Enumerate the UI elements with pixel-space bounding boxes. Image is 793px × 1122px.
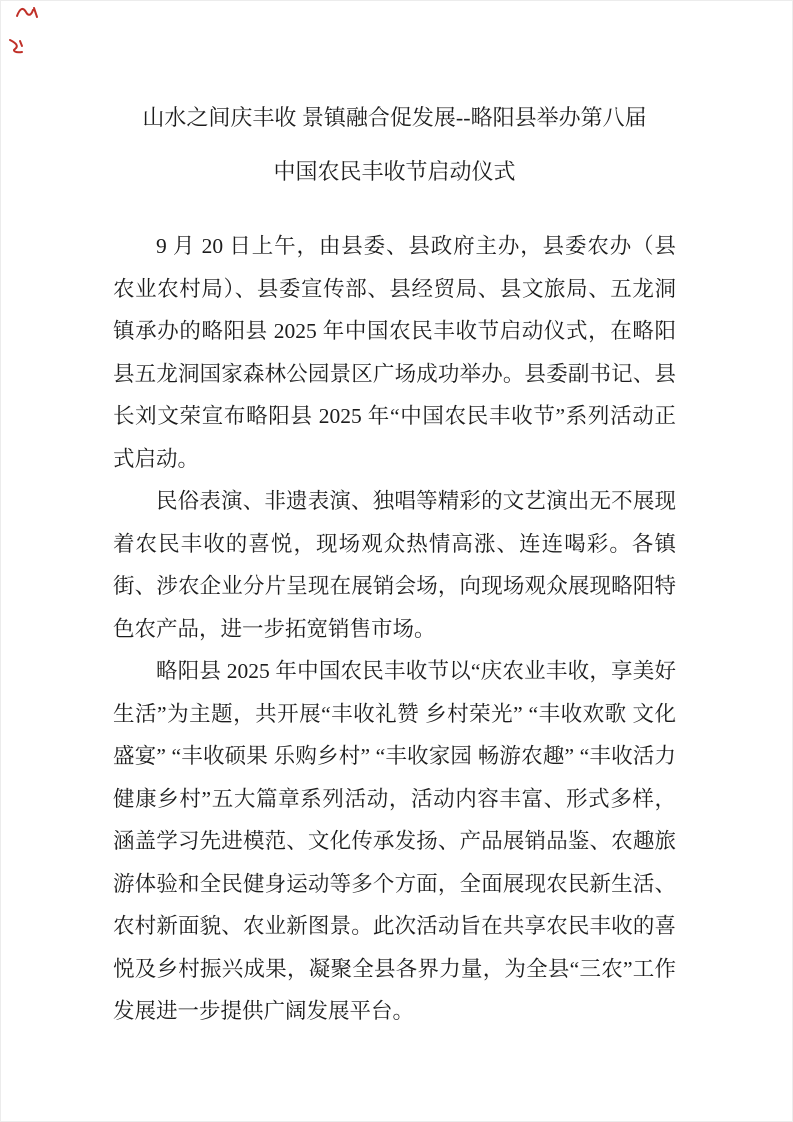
- red-annotation-stroke: [17, 8, 37, 17]
- red-annotation-mark: [6, 37, 27, 56]
- document-title-line-2: 中国农民丰收节启动仪式: [273, 159, 516, 184]
- paragraph-3: 略阳县 2025 年中国农民丰收节以“庆农业丰收，享美好生活”为主题，共开展“丰收礼赞 乡村荣光” “丰收欢歌 文化盛宴” “丰收硕果 乐购乡村” “丰收家园 畅游农趣” “丰收活力 健康乡村”五大篇章系列活动，活动内容丰富、形式多样，涵盖学习先进模范、文化传承发扬、产品展销品鉴、农趣旅游体验和全民健身运动等多个方面，全面展现农民新生活、农村新面貌、农业新图景。此次活动旨在共享农民丰收的喜悦及乡村振兴成果，凝聚全县各界力量，为全县“三农”工作发展进一步提供广阔发展平台。: [113, 659, 676, 1023]
- paragraph-2: 民俗表演、非遗表演、独唱等精彩的文艺演出无不展现着农民丰收的喜悦，现场观众热情高涨、连连喝彩。各镇街、涉农企业分片呈现在展销会场，向现场观众展现略阳特色农产品，进一步拓宽销售市场。: [113, 489, 676, 641]
- red-annotation-mark: [14, 4, 40, 21]
- document-title-line-1: 山水之间庆丰收 景镇融合促发展--略阳县举办第八届: [142, 105, 647, 130]
- red-annotation-stroke: [10, 40, 22, 52]
- document-body: [113, 225, 676, 1033]
- paragraph-1: 9 月 20 日上午，由县委、县政府主办，县委农办（县农业农村局）、县委宣传部、县经贸局、县文旅局、五龙洞镇承办的略阳县 2025 年中国农民丰收节启动仪式，在略阳县五龙洞国家森林公园景区广场成功举办。县委副书记、县长刘文荣宣布略阳县 2025 年“中国农民丰收节”系列活动正式启动。: [113, 234, 676, 471]
- document-title: [113, 91, 676, 199]
